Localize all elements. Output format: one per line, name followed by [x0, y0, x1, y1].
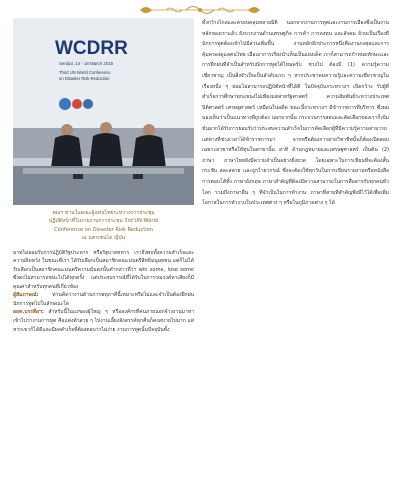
interviewer-label: ผู้สัมภาษณ์: [13, 292, 39, 299]
header-ornament [0, 4, 400, 16]
photo-caption [13, 209, 194, 243]
question-text: ท่านคิดว่างานด้านการพหุภาคีนี้เหมาะหรือไม่และจำเป็นต้องฝึกฝนนักการทูตไปในลักษณะใด [13, 292, 194, 307]
conference-photo [13, 18, 194, 205]
unisdr-emblem-icon [83, 99, 93, 109]
banner-subtitle-1: Third UN World Conference [59, 70, 111, 75]
answer-paragraph [13, 308, 194, 334]
question-paragraph [13, 291, 194, 308]
interviewee-label: ออท.บรรลือฯ: [13, 309, 44, 316]
right-paragraph-1: ทั้งกว้างไกลและครอบคลุมหลายมิติ นอกจากงานการทูตและงานการเมืองซึ่งเป็นงานหลักของเราแล้ว ยังบวกงานด้านเศรษฐกิจ การค้า การลงทุน และสังคม ล้วนเป็นเรื่องที่นักการทูตต้องเข้าไปมีส่วนเพิ่มขึ้น งานหลักอีกประการหนึ่งคืองานกงสุลและการคุ้มครองดูแลคนไทย เมื่อเอาการเรียงนำเห็นเป็นแย่งเด็ด เราก็สามารถกำหนดทักษะและการฝึกฝนที่จำเป็นสำหรับนักการทูตได้ไหมครับ ช่วงไป ต้องมี (1) ความรู้ความเชี่ยวชาญ เป็นสิ่งจำเป็นเป็นลำดับแรก ๆ หากประชาคมความรู้และความเชี่ยวชาญในเรื่องหนึ่ง ๆ ย่อมไม่สามารถปฏิบัติหน้าที่ได้ดี ในปัจจุบันกระทรวงฯ เปิดกว้าง รับผู้ที่สำเร็จการศึกษาทุกแขนงไม่เพียงแต่สายรัฐศาสตร์ ความสัมพันธ์ระหว่างประเทศ นิติศาสตร์ เศรษฐศาสตร์ เหมือนในอดีต ขณะนี้กระทรวงฯ มีข้าราชการที่บริหาร ซึ่งผมมองเห็นว่าเป็นแนวทางที่ถูกต้อง นอกจากนั้น กระบวนการสอบและคัดเลือกของเราก็เข้มข้นมากได้รับการยอมรับว่าประสบความสำเร็จในการคัดเลือกผู้ที่มีความรู้ความสามารถ แต่ทางที่ช่วงเวลาได้ข้าราชการมา จากหรือต้องการสายวิชาชีพนั้นก็ต้องเปิดสอบ เฉพาะสาขาหรือให้ทุนในสาขานั้น อาทิ ด้านกฎหมายและเศรษฐศาสตร์ เป็นต้น (2) ภาษา ภาษาไทยยังมีความจำเป็นอย่างยิ่งยวด โดยเฉพาะในการเขียนที่จะต้องสั้น กระชับ สละสลวย และถูกไวยากรณ์ ซึ่งจะต้องใช้ทุกวันในการเขียนรายงานหรือหนังสือ การตอบโต้ทั้ง ภาษาอังกฤษ ภาษาสำคัญที่ต้องมีความสามารถในการสื่อสารกับทุกคนทั่วโลก รวมถึงภาษาอื่น ๆ ที่จำเป็นในการทำงาน ภาษาที่สามที่สำคัญพึงมีไว้ได้เพื่อเพิ่มโอกาสในการทำงานในประเทศต่าง ๆ หรือในภูมิภาคต่าง ๆ ได้ [202, 20, 389, 207]
banner-date: Sendai, 14 - 18 March 2015 [59, 61, 114, 66]
caption-line-1: พณฯ ท่านในคณะผู้แทนไทยระหว่างการประชุม [52, 210, 155, 216]
caption-line-2: ปฏิบัติหน้าที่ในรายงานการประชุม 3rd UN World [48, 218, 159, 225]
delegates [51, 122, 166, 168]
un-emblem-icon [59, 98, 71, 110]
ornament-icon [0, 4, 400, 16]
caption-line-3: Conference on Disaster Risk Reduction [54, 226, 153, 233]
caption-line-4: ณ นครเซนได ญี่ปุ่น [81, 235, 126, 242]
banner-subtitle-2: on Disaster Risk Reduction [59, 76, 110, 81]
left-column [13, 18, 194, 334]
right-column [202, 18, 389, 209]
answer-text: สำหรับนี้ในแง่ของผู้ใหญ่ ๆ หรือองค์กรที่คนภายนอกจ้างงานมาหาเข้าไปว่างานการทูต คือแต่งตัวสวย ๆ ไปงานเลี้ยงสังสรรค์ทุกคืนก็คงสบายไปมาก แต่หากเขาก็ได้ดีและมีผลสำเร็จที่ต้องตอบว่าไม่ง่าย งานการทูตนั้นปัจจุบันทั้ง [13, 309, 194, 333]
left-body-text [13, 249, 194, 334]
banner-title: WCDRR [55, 38, 128, 59]
left-paragraph-1: มาทไม่ยอมรับการปฏิบัติรัฐประหาร หรือรัฐบาลทหาร เราจึงพบทั้งความสำเร็จและความผิดหวัง ในขณะที่เรา ได้รับเลือกเป็นสมาชิกคณะมนตรีสิทธิมนุษยชน แต่ก็ไม่ได้รับเลือกเป็นสมาชิกคณะมนตรีความมั่นคงนั้นคำกล่าวที่ว่า win some, lose some ซึ่งคงไม่สามารถชนะไปได้ทุกครั้ง แต่ประสบการณ์ที่ได้รับในการรณรงค์หาเสียงก็มีคุณค่าสำหรับทุกคนที่เกี่ยวข้อง [13, 249, 194, 290]
japan-emblem-icon [72, 99, 82, 109]
